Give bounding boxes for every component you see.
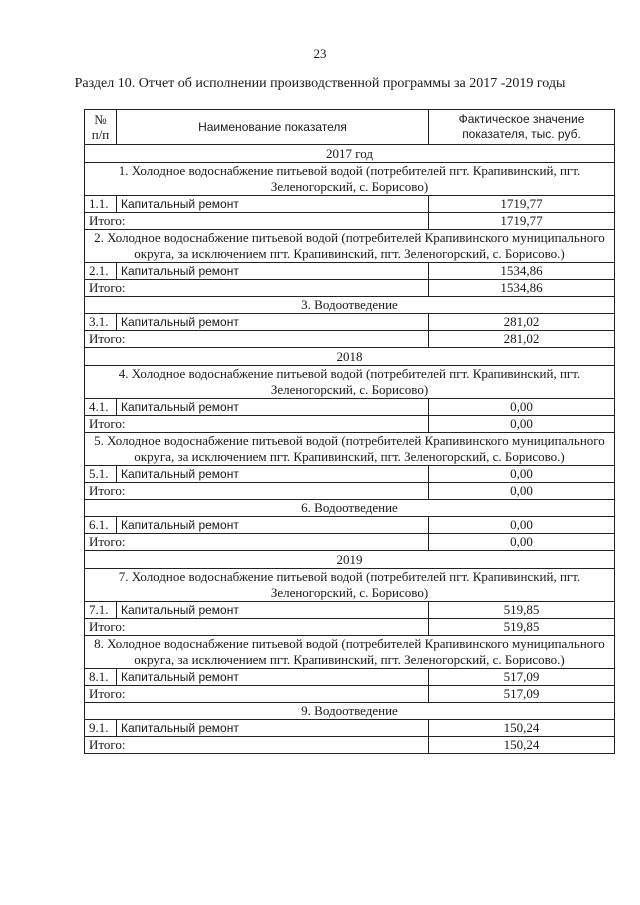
item-value: 1719,77 — [429, 196, 615, 213]
item-name: Капитальный ремонт — [117, 517, 429, 534]
group-row — [85, 230, 615, 263]
year-heading: 2019 — [85, 551, 615, 569]
total-row — [85, 483, 615, 500]
total-value: 0,00 — [429, 483, 615, 500]
group-row — [85, 703, 615, 720]
table-row — [85, 466, 615, 483]
total-label: Итого: — [85, 331, 429, 348]
total-value: 0,00 — [429, 534, 615, 551]
total-row — [85, 331, 615, 348]
group-row — [85, 366, 615, 399]
year-row — [85, 551, 615, 569]
total-label: Итого: — [85, 619, 429, 636]
item-value: 0,00 — [429, 517, 615, 534]
table-row — [85, 517, 615, 534]
page-number: 23 — [313, 46, 327, 61]
total-row — [85, 416, 615, 433]
table-header-row — [85, 110, 615, 145]
item-number: 1.1. — [85, 196, 117, 213]
total-row — [85, 280, 615, 297]
report-table — [84, 109, 615, 754]
item-value: 519,85 — [429, 602, 615, 619]
item-name: Капитальный ремонт — [117, 314, 429, 331]
item-value: 1534,86 — [429, 263, 615, 280]
total-row — [85, 534, 615, 551]
item-value: 150,24 — [429, 720, 615, 737]
year-row — [85, 348, 615, 366]
total-row — [85, 213, 615, 230]
item-number: 2.1. — [85, 263, 117, 280]
report-table-body — [85, 145, 615, 754]
item-value: 281,02 — [429, 314, 615, 331]
total-label: Итого: — [85, 280, 429, 297]
group-title: 3. Водоотведение — [85, 297, 615, 314]
item-name: Капитальный ремонт — [117, 196, 429, 213]
year-heading: 2017 год — [85, 145, 615, 163]
group-row — [85, 500, 615, 517]
group-title: 8. Холодное водоснабжение питьевой водой (потребителей Крапивинского муниципального округа, за исключением пгт. Крапивинский, пгт. Зеленогорский, с. Борисово.) — [85, 636, 615, 669]
table-row — [85, 196, 615, 213]
total-label: Итого: — [85, 686, 429, 703]
group-title: 9. Водоотведение — [85, 703, 615, 720]
total-label: Итого: — [85, 483, 429, 500]
item-number: 7.1. — [85, 602, 117, 619]
item-name: Капитальный ремонт — [117, 399, 429, 416]
total-value: 1719,77 — [429, 213, 615, 230]
total-row — [85, 737, 615, 754]
total-row — [85, 686, 615, 703]
item-value: 0,00 — [429, 399, 615, 416]
group-title: 5. Холодное водоснабжение питьевой водой (потребителей Крапивинского муниципального округа, за исключением пгт. Крапивинский, пгт. Зеленогорский, с. Борисово.) — [85, 433, 615, 466]
group-title: 7. Холодное водоснабжение питьевой водой (потребителей пгт. Крапивинский, пгт. Зеленогорский, с. Борисово) — [85, 569, 615, 602]
table-row — [85, 314, 615, 331]
header-number: № п/п — [85, 110, 117, 145]
group-title: 6. Водоотведение — [85, 500, 615, 517]
total-value: 517,09 — [429, 686, 615, 703]
group-row — [85, 569, 615, 602]
table-row — [85, 602, 615, 619]
item-name: Капитальный ремонт — [117, 263, 429, 280]
total-label: Итого: — [85, 416, 429, 433]
group-title: 1. Холодное водоснабжение питьевой водой (потребителей пгт. Крапивинский, пгт. Зеленогорский, с. Борисово) — [85, 163, 615, 196]
group-row — [85, 636, 615, 669]
table-row — [85, 669, 615, 686]
item-name: Капитальный ремонт — [117, 602, 429, 619]
header-indicator-name: Наименование показателя — [117, 110, 429, 145]
item-name: Капитальный ремонт — [117, 720, 429, 737]
section-title: Раздел 10. Отчет об исполнении производственной программы за 2017 -2019 годы — [74, 76, 566, 91]
group-row — [85, 163, 615, 196]
item-name: Капитальный ремонт — [117, 466, 429, 483]
item-number: 9.1. — [85, 720, 117, 737]
total-row — [85, 619, 615, 636]
group-title: 4. Холодное водоснабжение питьевой водой (потребителей пгт. Крапивинский, пгт. Зеленогорский, с. Борисово) — [85, 366, 615, 399]
total-value: 150,24 — [429, 737, 615, 754]
total-value: 0,00 — [429, 416, 615, 433]
table-row — [85, 399, 615, 416]
group-row — [85, 297, 615, 314]
table-row — [85, 263, 615, 280]
total-value: 519,85 — [429, 619, 615, 636]
group-row — [85, 433, 615, 466]
item-value: 0,00 — [429, 466, 615, 483]
item-number: 5.1. — [85, 466, 117, 483]
total-value: 281,02 — [429, 331, 615, 348]
item-number: 8.1. — [85, 669, 117, 686]
total-label: Итого: — [85, 737, 429, 754]
year-heading: 2018 — [85, 348, 615, 366]
year-row — [85, 145, 615, 163]
group-title: 2. Холодное водоснабжение питьевой водой (потребителей Крапивинского муниципального округа, за исключением пгт. Крапивинский, пгт. Зеленогорский, с. Борисово.) — [85, 230, 615, 263]
item-name: Капитальный ремонт — [117, 669, 429, 686]
total-label: Итого: — [85, 213, 429, 230]
item-number: 4.1. — [85, 399, 117, 416]
item-value: 517,09 — [429, 669, 615, 686]
table-row — [85, 720, 615, 737]
item-number: 3.1. — [85, 314, 117, 331]
item-number: 6.1. — [85, 517, 117, 534]
total-label: Итого: — [85, 534, 429, 551]
header-actual-value: Фактическое значение показателя, тыс. руб. — [429, 110, 615, 145]
total-value: 1534,86 — [429, 280, 615, 297]
